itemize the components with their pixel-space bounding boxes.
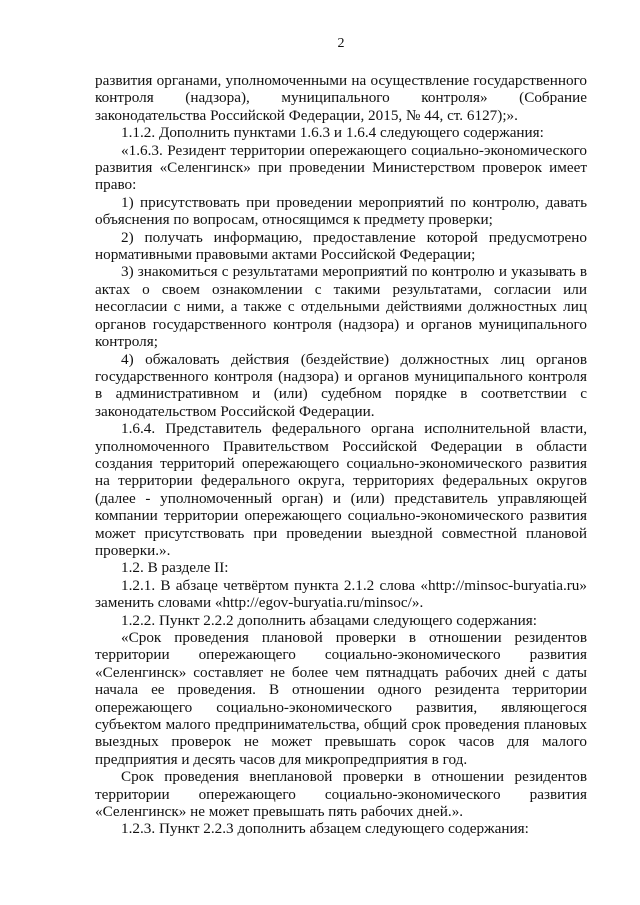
paragraph: «Срок проведения плановой проверки в отношении резидентов территории опережающего социально-экономического развития «Селенгинск» составляет не более чем пятнадцать рабочих дней с даты начала ее проведения. В отношении одного резидента территории опережающего социально-экономического развития, являющегося субъектом малого предпринимательства, общий срок проведения плановых выездных проверок не может превышать сорок часов для малого предприятия и десять часов для микропредприятия в год.	[95, 629, 587, 768]
paragraph: Срок проведения внеплановой проверки в отношении резидентов территории опережающего социально-экономического развития «Селенгинск» не может превышать пять рабочих дней.».	[95, 768, 587, 821]
paragraph: 1.2.1. В абзаце четвёртом пункта 2.1.2 слова «http://minsoc-buryatia.ru» заменить словами «http://egov-buryatia.ru/minsoc/».	[95, 576, 587, 612]
paragraph: 3) знакомиться с результатами мероприятий по контролю и указывать в актах о своем ознакомлении с такими результатами, согласии или несогласии с ними, а также с отдельными действиями должностных лиц органов государственного контроля (надзора) и органов муниципального контроля;	[95, 263, 587, 351]
paragraph: 1.2. В разделе II:	[121, 559, 229, 577]
paragraph: 1.2.3. Пункт 2.2.3 дополнить абзацем следующего содержания:	[121, 820, 529, 838]
paragraph: 1.1.2. Дополнить пунктами 1.6.3 и 1.6.4 следующего содержания:	[121, 124, 544, 142]
paragraph: 1.2.2. Пункт 2.2.2 дополнить абзацами следующего содержания:	[121, 611, 537, 629]
paragraph: 2) получать информацию, предоставление которой предусмотрено нормативными правовыми актами Российской Федерации;	[95, 228, 587, 264]
paragraph: «1.6.3. Резидент территории опережающего социально-экономического развития «Селенгинск» при проведении Министерством проверок имеет право:	[95, 141, 587, 194]
paragraph: развития органами, уполномоченными на осуществление государственного контроля (надзора), муниципального контроля» (Собрание законодательства Российской Федерации, 2015, № 44, ст. 6127);».	[95, 72, 587, 124]
paragraph: 1.6.4. Представитель федерального органа исполнительной власти, уполномоченного Правительством Российской Федерации в области создания территорий опережающего социально-экономического развития на территории федерального округа, территориях федеральных округов (далее - уполномоченный орган) и (или) представитель управляющей компании территории опережающего социально-экономического развития может присутствовать при проведении выездной совместной плановой проверки.».	[95, 420, 587, 559]
paragraph: 1) присутствовать при проведении мероприятий по контролю, давать объяснения по вопросам, относящимся к предмету проверки;	[95, 193, 587, 229]
paragraph: 4) обжаловать действия (бездействие) должностных лиц органов государственного контроля (надзора) и органов муниципального контроля в административном и (или) судебном порядке в соответствии с законодательством Российской Федерации.	[95, 350, 587, 420]
page-number: 2	[337, 36, 345, 51]
